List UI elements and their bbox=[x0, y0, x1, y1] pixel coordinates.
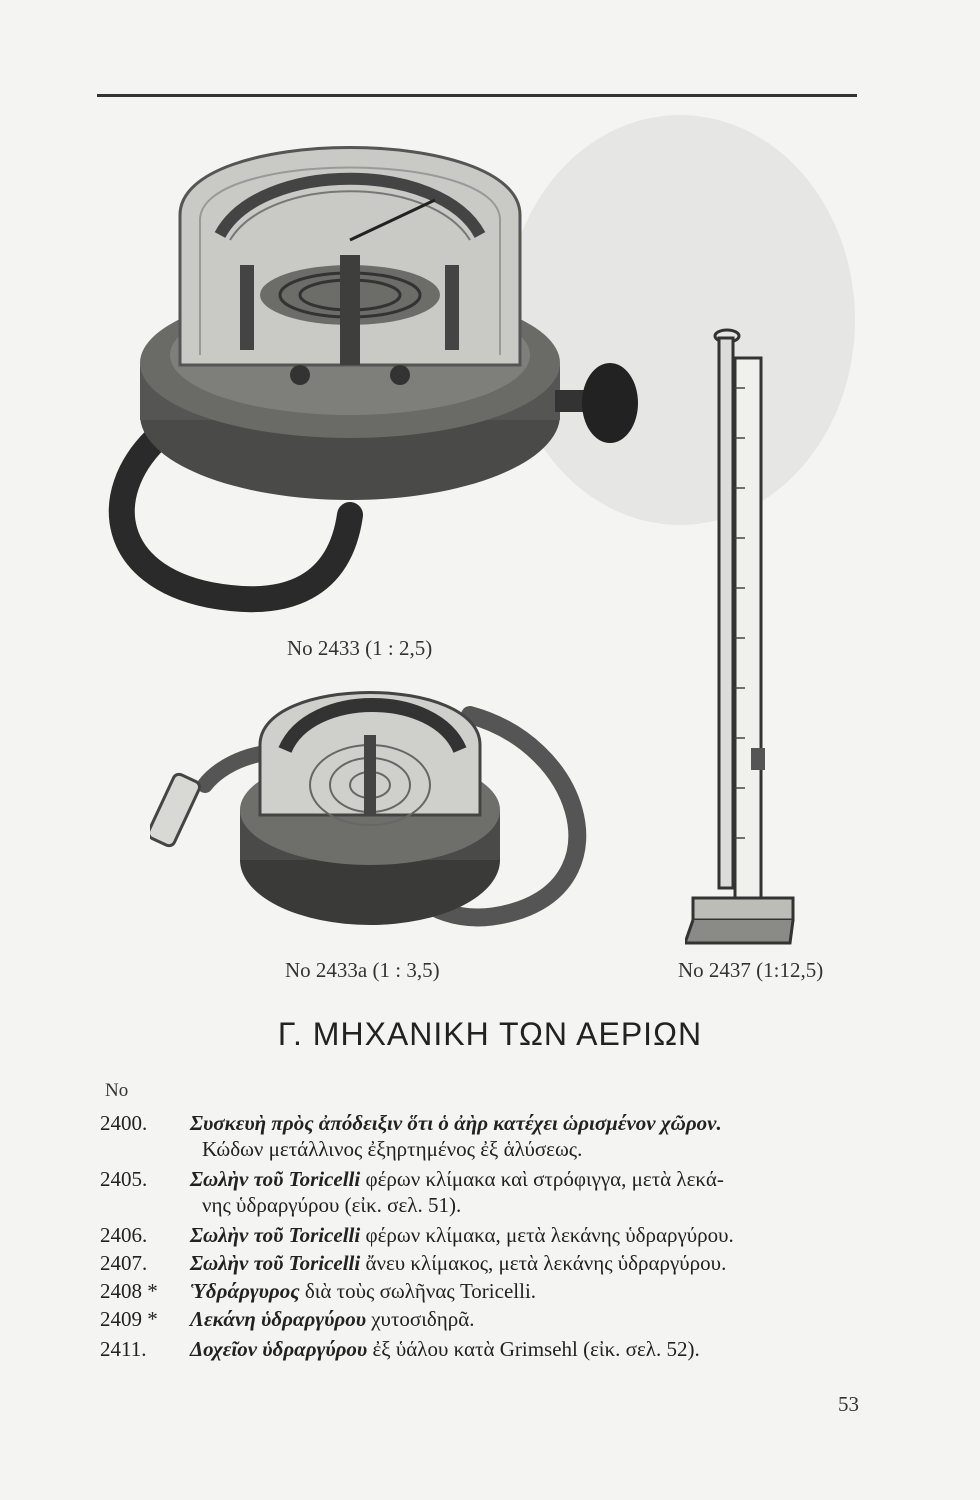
entry-continuation: Κώδων μετάλλινος ἐξηρτημένος ἐξ ἁλύσεως. bbox=[202, 1137, 583, 1161]
entry-number: 2409 * bbox=[100, 1307, 158, 1331]
entry-number: 2400. bbox=[100, 1111, 148, 1135]
entry-term: Σωλὴν τοῦ Toricelli bbox=[190, 1251, 361, 1275]
entry-term: Συσκευὴ πρὸς ἀπόδειξιν ὅτι ὁ ἀὴρ κατέχει ὡρισμένον χῶρον. bbox=[190, 1111, 722, 1135]
entry-term: Σωλὴν τοῦ Toricelli bbox=[190, 1223, 361, 1247]
entry-term: Ὑδράργυρος bbox=[190, 1279, 300, 1303]
section-title: Γ. ΜΗΧΑΝΙΚΗ ΤΩΝ ΑΕΡΙΩΝ bbox=[277, 1016, 703, 1052]
entry-term: Λεκάνη ὑδραργύρου bbox=[190, 1307, 366, 1331]
entry-text: διὰ τοὺς σωλῆνας Toricelli. bbox=[299, 1279, 537, 1303]
entry-continuation: νης ὑδραργύρου (εἰκ. σελ. 51). bbox=[202, 1193, 462, 1217]
number-column-header: No bbox=[105, 1080, 129, 1101]
entry-number: 2411. bbox=[100, 1337, 147, 1361]
pressure-gauge-figure bbox=[150, 675, 610, 955]
entry-term: Σωλὴν τοῦ Toricelli bbox=[190, 1167, 361, 1191]
entry-number: 2407. bbox=[100, 1251, 148, 1275]
page-number: 53 bbox=[838, 1392, 859, 1416]
header-rule bbox=[97, 94, 857, 97]
catalog-entry bbox=[100, 1336, 870, 1362]
caption-2433a: No 2433a (1 : 3,5) bbox=[285, 958, 440, 982]
catalog-entry bbox=[100, 1278, 870, 1304]
aneroid-barometer-figure bbox=[100, 105, 660, 625]
entry-text: ἄνευ κλίμακος, μετὰ λεκάνης ὑδραργύρου. bbox=[360, 1251, 727, 1275]
catalog-entry bbox=[100, 1250, 870, 1276]
entry-text: φέρων κλίμακα, μετὰ λεκάνης ὑδραργύρου. bbox=[360, 1223, 734, 1247]
entry-text: φέρων κλίμακα καὶ στρόφιγγα, μετὰ λεκά- bbox=[360, 1167, 724, 1191]
catalog-entry bbox=[100, 1166, 870, 1218]
catalog-entry bbox=[100, 1222, 870, 1248]
entry-text: ἐξ ὑάλου κατὰ Grimsehl (εἰκ. σελ. 52). bbox=[367, 1337, 700, 1361]
torricelli-tube-figure bbox=[685, 328, 805, 948]
caption-2437: No 2437 (1:12,5) bbox=[678, 958, 824, 982]
entry-number: 2405. bbox=[100, 1167, 148, 1191]
catalog-entry bbox=[100, 1110, 870, 1162]
caption-2433: No 2433 (1 : 2,5) bbox=[287, 636, 433, 660]
catalog-entry bbox=[100, 1306, 870, 1332]
entry-number: 2408 * bbox=[100, 1279, 158, 1303]
entry-text: χυτοσιδηρᾶ. bbox=[365, 1307, 475, 1331]
entry-number: 2406. bbox=[100, 1223, 148, 1247]
entry-term: Δοχεῖον ὑδραργύρου bbox=[190, 1337, 368, 1361]
